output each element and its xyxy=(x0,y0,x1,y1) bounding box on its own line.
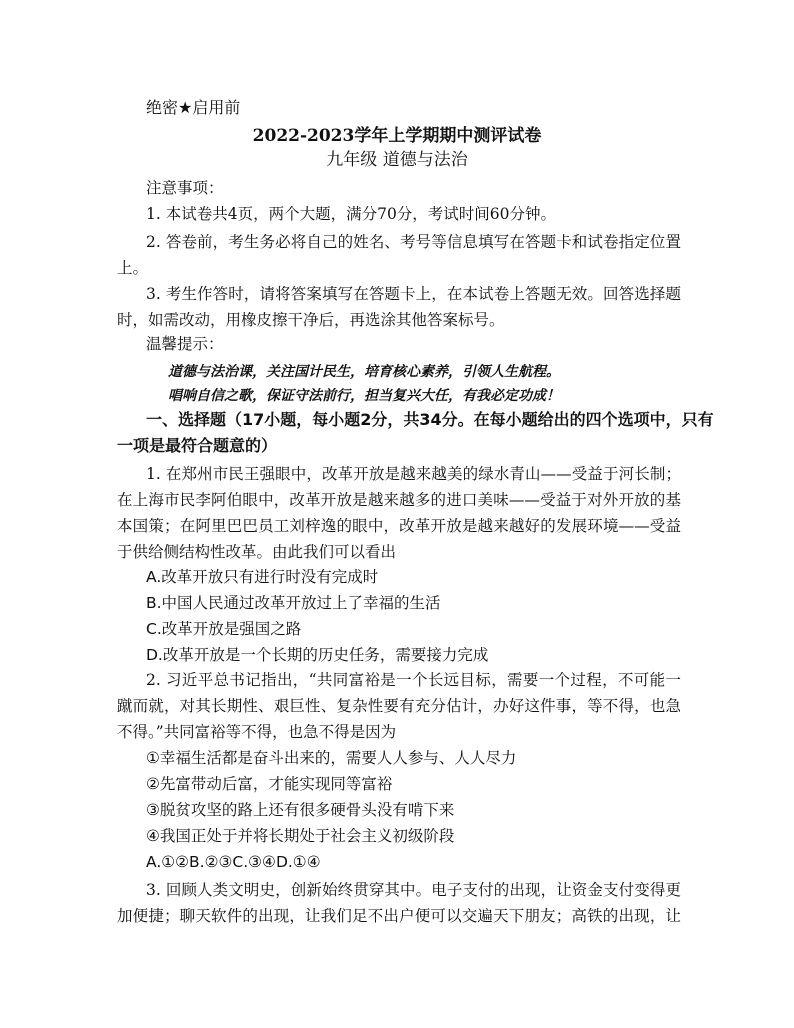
answer-option: A.①②B.②③C.③④D.①④ xyxy=(146,853,321,871)
question-stem-line: 本国策；在阿里巴巴员工刘梓逸的眼中，改革开放是越来越好的发展环境——受益 xyxy=(117,517,681,535)
note-item: 上。 xyxy=(117,259,149,277)
tip-line: 道德与法治课，关注国计民生，培育核心素养，引领人生航程。 xyxy=(168,364,560,380)
answer-option: ④我国正处于并将长期处于社会主义初级阶段 xyxy=(146,827,455,845)
answer-option: ③脱贫攻坚的路上还有很多硬骨头没有啃下来 xyxy=(146,801,455,819)
question-stem-line: 在上海市民李阿伯眼中，改革开放是越来越多的进口美味——受益于对外开放的基 xyxy=(117,491,681,509)
answer-option: D.改革开放是一个长期的历史任务，需要接力完成 xyxy=(146,646,489,664)
answer-option: ②先富带动后富，才能实现同等富裕 xyxy=(146,775,393,793)
question-stem-line: 不得。”共同富裕等不得，也急不得是因为 xyxy=(117,723,397,741)
confidential-label: 绝密★启用前 xyxy=(146,98,241,117)
question-stem-line: 蹴而就，对其长期性、艰巨性、复杂性要有充分估计，办好这件事，等不得，也急 xyxy=(117,697,681,715)
tips-heading: 温馨提示： xyxy=(146,335,224,353)
question-stem-line: 3. 回顾人类文明史，创新始终贯穿其中。电子支付的出现，让资金支付变得更 xyxy=(146,881,681,899)
answer-option: C.改革开放是强国之路 xyxy=(146,620,302,638)
answer-option: B.中国人民通过改革开放过上了幸福的生活 xyxy=(146,594,441,612)
exam-title: 2022-2023学年上学期期中测评试卷 xyxy=(252,126,542,146)
note-item: 1. 本试卷共4页，两个大题，满分70分，考试时间60分钟。 xyxy=(146,205,557,223)
exam-subtitle: 九年级 道德与法治 xyxy=(326,150,468,170)
answer-option: ①幸福生活都是奋斗出来的，需要人人参与、人人尽力 xyxy=(146,749,517,767)
section-heading: 一项是最符合题意的） xyxy=(117,436,278,455)
note-item: 3. 考生作答时，请将答案填写在答题卡上，在本试卷上答题无效。回答选择题 xyxy=(146,285,681,303)
section-heading: 一、选择题（17小题，每小题2分，共34分。在每小题给出的四个选项中，只有 xyxy=(146,410,714,429)
question-stem-line: 于供给侧结构性改革。由此我们可以看出 xyxy=(117,543,397,561)
question-stem-line: 1. 在郑州市民王强眼中，改革开放是越来越美的绿水青山——受益于河长制； xyxy=(146,465,681,483)
question-stem-line: 加便捷；聊天软件的出现，让我们足不出户便可以交遍天下朋友；高铁的出现，让 xyxy=(117,907,681,925)
answer-option: A.改革开放只有进行时没有完成时 xyxy=(146,568,379,586)
note-item: 时，如需改动，用橡皮擦干净后，再选涂其他答案标号。 xyxy=(117,311,505,329)
tip-line: 唱响自信之歌，保证守法前行，担当复兴大任，有我必定功成！ xyxy=(168,388,560,404)
question-stem-line: 2. 习近平总书记指出，“共同富裕是一个长远目标，需要一个过程，不可能一 xyxy=(146,671,681,689)
notes-heading: 注意事项： xyxy=(146,179,224,197)
note-item: 2. 答卷前，考生务必将自己的姓名、考号等信息填写在答题卡和试卷指定位置 xyxy=(146,233,681,251)
